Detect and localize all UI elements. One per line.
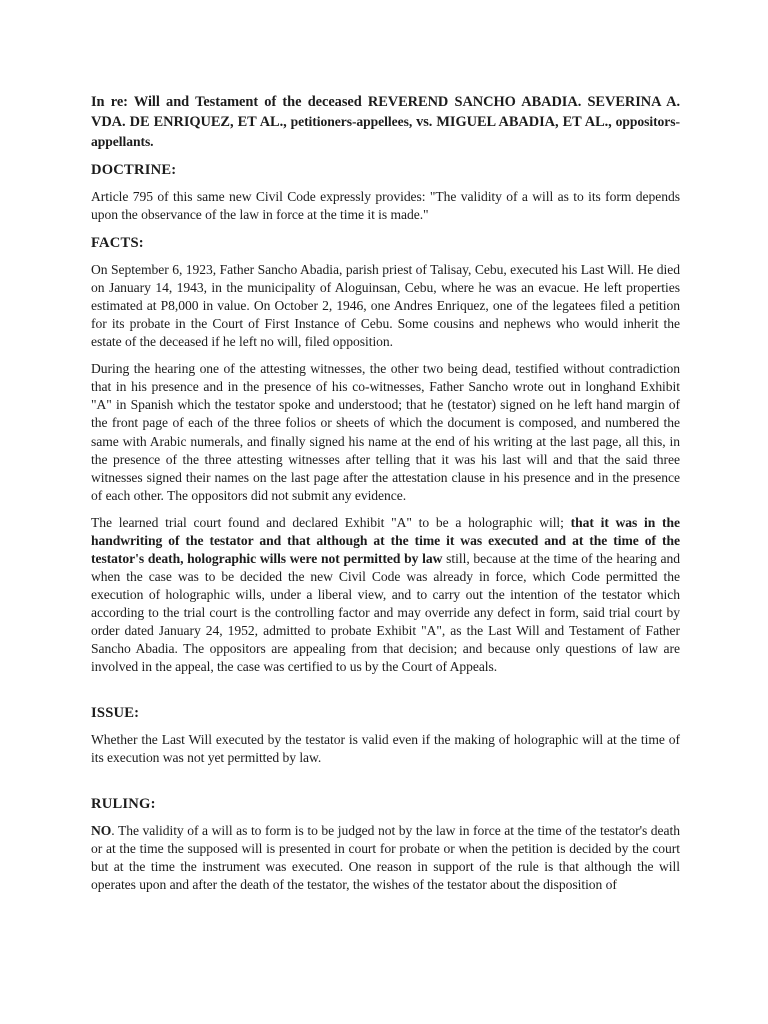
case-title-part3: vs. MIGUEL ABADIA, ET AL., bbox=[416, 114, 612, 130]
doctrine-text: Article 795 of this same new Civil Code expressly provides: "The validity of a will as to its form depends upon the observance of the law in force at the time it is made." bbox=[91, 189, 680, 223]
facts-paragraph-1: On September 6, 1923, Father Sancho Abadia, parish priest of Talisay, Cebu, executed his Last Will. He died on January 14, 1943, in the municipality of Aloguinsan, Cebu, where he was an evacue. He left properties estimated at P8,000 in value. On October 2, 1946, one Andres Enriquez, one of the legatees filed a petition for its probate in the Court of First Instance of Cebu. Some cousins and nephews who would inherit the estate of the deceased if he left no will, filed opposition. bbox=[91, 262, 680, 350]
case-title-part2: petitioners-appellees, bbox=[286, 114, 417, 129]
facts-paragraph-3 bbox=[91, 514, 680, 676]
facts-p3-bold: that it was in the handwriting of the testator and that although at the time it was executed and at the time of the testator's death, holographic wills were not permitted by law bbox=[91, 514, 680, 566]
facts-p3-before: The learned trial court found and declared Exhibit "A" to be a holographic will; bbox=[91, 514, 571, 530]
doctrine-heading: DOCTRINE: bbox=[91, 162, 177, 178]
spacer bbox=[91, 685, 680, 703]
spacer bbox=[91, 776, 680, 794]
case-title-part4: oppositors-appellants. bbox=[91, 114, 680, 149]
facts-heading: FACTS: bbox=[91, 235, 144, 252]
ruling-lead: NO bbox=[91, 823, 112, 839]
issue-text: Whether the Last Will executed by the testator is valid even if the making of holographic will at the time of its execution was not yet permitted by law. bbox=[91, 732, 680, 766]
ruling-heading: RULING: bbox=[91, 796, 156, 813]
case-title bbox=[91, 93, 680, 152]
facts-p3-after: still, because at the time of the hearing and when the case was to be decided the new Civil Code was already in force, which Code permitted the execution of holographic wills, under a liberal view, and to carry out the intention of the testator which according to the trial court is the controlling factor and may override any defect in form, said trial court by order dated January 24, 1952, admitted to probate Exhibit "A", as the Last Will and Testament of Father Sancho Abadia. The oppositors are appealing from that decision; and because only questions of law are involved in the appeal, the case was certified to us by the Court of Appeals. bbox=[91, 550, 681, 675]
ruling-text bbox=[91, 822, 680, 894]
facts-paragraph-2: During the hearing one of the attesting witnesses, the other two being dead, testified without contradiction that in his presence and in the presence of his co-witnesses, Father Sancho wrote out in longhand Exhibit "A" in Spanish which the testator spoke and understood; that he (testator) signed on he left hand margin of the front page of each of the three folios or sheets of which the document is composed, and numbered the same with Arabic numerals, and finally signed his name at the end of his writing at the last page, all this, in the presence of the three attesting witnesses after telling that it was his last will and that the said three witnesses signed their names on the last page after the attestation clause in his presence and in the presence of each other. The oppositors did not submit any evidence. bbox=[91, 361, 680, 503]
ruling-body: . The validity of a will as to form is to be judged not by the law in force at the time of the testator's death or at the time the supposed will is presented in court for probate or when the petition is decided by the court but at the time the instrument was executed. One reason in support of the rule is that although the will operates upon and after the death of the testator, the wishes of the testator about the disposition of bbox=[91, 823, 680, 893]
issue-heading: ISSUE: bbox=[91, 705, 140, 722]
case-title-part1: In re: Will and Testament of the deceased REVEREND SANCHO ABADIA. SEVERINA A. VDA. DE ENRIQUEZ, ET AL., bbox=[91, 94, 680, 130]
